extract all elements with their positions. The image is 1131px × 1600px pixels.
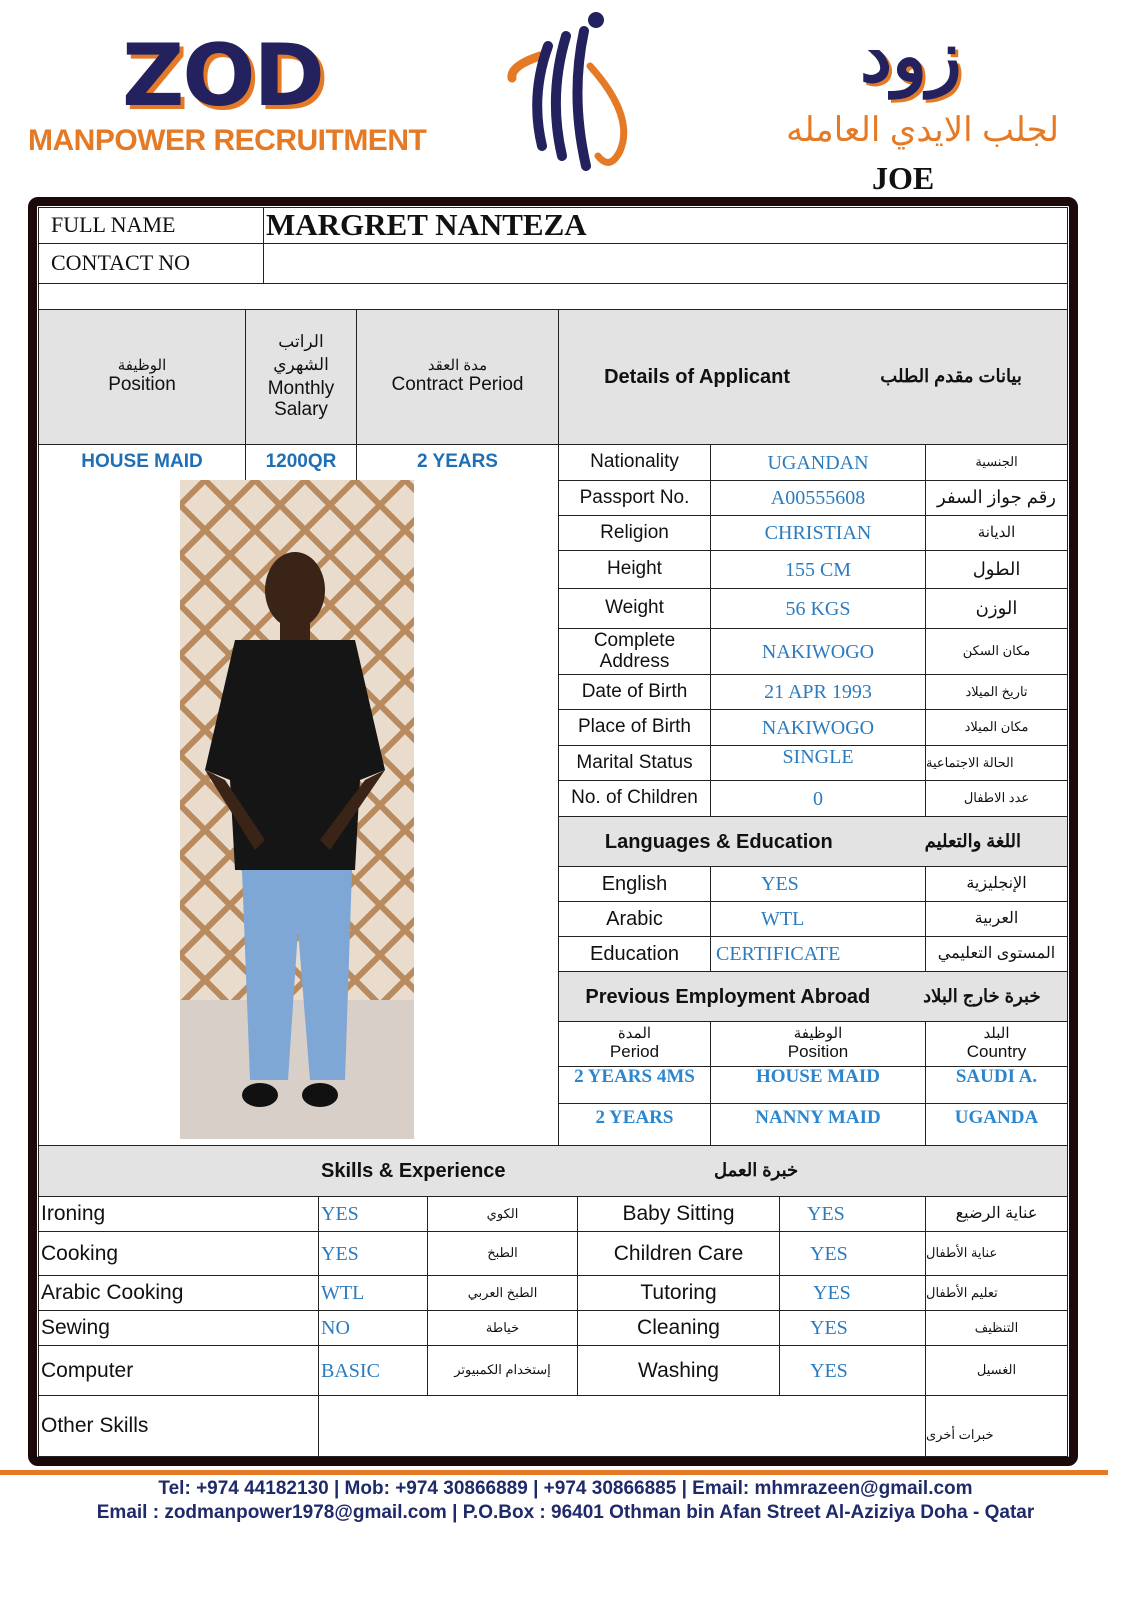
detail-row-weight (558, 588, 711, 629)
contract-label: Contract Period (391, 373, 524, 395)
spacer-row (38, 283, 1068, 310)
detail-row-children (558, 780, 711, 817)
employment-col-period (558, 1021, 711, 1067)
skill-value: NO (318, 1310, 428, 1346)
detail-ar: الحالة الاجتماعية (925, 745, 1068, 781)
brand-tagline: MANPOWER RECRUITMENT (28, 124, 427, 157)
education-ar: المستوى التعليمي (925, 936, 1068, 972)
languages-title: Languages & Education (604, 830, 833, 853)
agent-code: JOE (872, 160, 935, 196)
skill-value: YES (779, 1196, 926, 1232)
detail-ar: الديانة (925, 515, 1068, 551)
skills-title-ar: خبرة العمل (714, 1160, 799, 1181)
detail-ar: رقم جواز السفر (925, 480, 1068, 516)
salary-label-2: Salary (274, 398, 328, 420)
detail-value: UGANDAN (710, 444, 926, 481)
detail-label: Religion (600, 521, 669, 543)
skill-value: YES (779, 1231, 926, 1276)
detail-row-height (558, 550, 711, 589)
language-label: Arabic (606, 908, 663, 930)
details-title: Details of Applicant (604, 366, 791, 388)
detail-row-passport (558, 480, 711, 516)
skill-ar: إستخدام الكمبيوتر (427, 1345, 578, 1396)
languages-title-ar: اللغة والتعليم (924, 830, 1022, 851)
language-ar: الإنجليزية (925, 866, 1068, 902)
detail-label: Date of Birth (581, 680, 688, 702)
detail-value: SINGLE (710, 745, 926, 781)
brand-logo-text: ZOD (122, 26, 323, 126)
detail-label: Nationality (590, 451, 679, 473)
employment-position: HOUSE MAID (710, 1066, 926, 1104)
position-ar: الوظيفة (117, 357, 167, 375)
skill-value: YES (318, 1231, 428, 1276)
skill-arabic-cooking: Arabic Cooking (38, 1275, 319, 1311)
detail-ar: الجنسية (925, 444, 1068, 481)
detail-value: 56 KGS (710, 588, 926, 629)
salary-ar-1: الراتب (278, 332, 324, 352)
education-value: CERTIFICATE (710, 936, 926, 972)
detail-value: 0 (710, 780, 926, 817)
skill-ar: الطبخ العربي (427, 1275, 578, 1311)
other-skills-label: Other Skills (38, 1395, 319, 1457)
detail-ar: الطول (925, 550, 1068, 589)
contract-ar: مدة العقد (427, 357, 488, 375)
employment-title: Previous Employment Abroad (585, 985, 871, 1008)
detail-value: NAKIWOGO (710, 628, 926, 675)
education-label: Education (590, 943, 679, 965)
skill-ironing: Ironing (38, 1196, 319, 1232)
detail-label: Passport No. (579, 486, 690, 508)
employment-position: NANNY MAID (710, 1103, 926, 1146)
language-row-arabic (558, 901, 711, 937)
detail-value: CHRISTIAN (710, 515, 926, 551)
detail-label: Marital Status (576, 751, 693, 773)
other-skills-ar: خبرات أخرى (925, 1395, 1068, 1457)
detail-ar: مكان السكن (925, 628, 1068, 675)
col-ar: المدة (617, 1025, 652, 1043)
skills-title: Skills & Experience (321, 1160, 506, 1182)
col-en: Country (966, 1041, 1027, 1061)
detail-value: 155 CM (710, 550, 926, 589)
skill-ar: الكوي (427, 1196, 578, 1232)
detail-ar: مكان الميلاد (925, 709, 1068, 746)
company-logo-icon (500, 6, 640, 176)
skill-ar: الغسيل (925, 1345, 1068, 1396)
employment-country: UGANDA (925, 1103, 1068, 1146)
position-label: Position (108, 373, 176, 395)
skill-ar: عناية الرضيع (925, 1196, 1068, 1232)
detail-row-pob (558, 709, 711, 746)
employment-period: 2 YEARS 4MS (558, 1066, 711, 1104)
detail-label: Place of Birth (578, 716, 691, 738)
col-ar: البلد (983, 1025, 1010, 1043)
employment-period: 2 YEARS (558, 1103, 711, 1146)
arabic-brand: زود (860, 17, 962, 97)
detail-ar: تاريخ الميلاد (925, 674, 1068, 710)
detail-row-address (558, 628, 711, 675)
skill-baby-sitting: Baby Sitting (577, 1196, 780, 1232)
skill-value: YES (779, 1275, 926, 1311)
employment-title-ar: خبرة خارج البلاد (923, 985, 1041, 1006)
skill-ar: تعليم الأطفال (925, 1275, 1068, 1311)
skill-sewing: Sewing (38, 1310, 319, 1346)
skill-washing: Washing (577, 1345, 780, 1396)
detail-label: Weight (605, 597, 664, 619)
details-title-ar: بيانات مقدم الطلب (880, 366, 1022, 387)
contact-value (263, 243, 1068, 284)
detail-value: A00555608 (710, 480, 926, 516)
detail-value: 21 APR 1993 (710, 674, 926, 710)
employment-col-position (710, 1021, 926, 1067)
footer-divider (0, 1470, 1108, 1475)
detail-row-religion (558, 515, 711, 551)
col-en: Period (609, 1041, 660, 1061)
skill-tutoring: Tutoring (577, 1275, 780, 1311)
position-value: HOUSE MAID (38, 444, 246, 481)
detail-value: NAKIWOGO (710, 709, 926, 746)
contract-value: 2 YEARS (356, 444, 559, 481)
skill-computer: Computer (38, 1345, 319, 1396)
employment-country: SAUDI A. (925, 1066, 1068, 1104)
salary-label-1: Monthly (267, 377, 335, 399)
details-header (558, 309, 1068, 445)
skill-cooking: Cooking (38, 1231, 319, 1276)
skill-value: YES (318, 1196, 428, 1232)
employment-header (558, 971, 1068, 1022)
detail-label: Complete Address (593, 629, 676, 672)
col-en: Position (787, 1041, 849, 1061)
detail-row-marital (558, 745, 711, 781)
other-skills-value (318, 1395, 926, 1457)
salary-ar-2: الشهري (273, 355, 329, 375)
language-label: English (601, 873, 668, 895)
language-row-english (558, 866, 711, 902)
detail-ar: الوزن (925, 588, 1068, 629)
footer-line-1: Tel: +974 44182130 | Mob: +974 30866889 | +974 30866885 | Email: mhmrazeen@gmail.com (158, 1478, 973, 1499)
salary-header (245, 309, 357, 445)
language-value: WTL (710, 901, 926, 937)
language-ar: العربية (925, 901, 1068, 937)
applicant-photo (180, 480, 414, 1139)
col-ar: الوظيفة (793, 1025, 843, 1043)
contract-header (356, 309, 559, 445)
arabic-tagline: لجلب الايدي العامله (786, 111, 1059, 149)
salary-value: 1200QR (245, 444, 357, 481)
skill-children-care: Children Care (577, 1231, 780, 1276)
education-row (558, 936, 711, 972)
employment-col-country (925, 1021, 1068, 1067)
detail-row-nationality (558, 444, 711, 481)
skill-value: WTL (318, 1275, 428, 1311)
skill-value: YES (779, 1310, 926, 1346)
contact-label: CONTACT NO (38, 243, 264, 284)
detail-label: Height (607, 558, 662, 580)
detail-ar: عدد الاطفال (925, 780, 1068, 817)
languages-header (558, 816, 1068, 867)
full-name-label: FULL NAME (38, 207, 264, 244)
skill-cleaning: Cleaning (577, 1310, 780, 1346)
detail-label: No. of Children (571, 787, 698, 809)
skill-value: BASIC (318, 1345, 428, 1396)
skills-header (38, 1145, 1068, 1197)
full-name-value: MARGRET NANTEZA (263, 207, 1068, 244)
skill-ar: عناية الأطفال (925, 1231, 1068, 1276)
detail-row-dob (558, 674, 711, 710)
position-header (38, 309, 246, 445)
skill-ar: التنظيف (925, 1310, 1068, 1346)
footer-line-2: Email : zodmanpower1978@gmail.com | P.O.Box : 96401 Othman bin Afan Street Al-Aziziya Doha - Qatar (96, 1502, 1035, 1523)
language-value: YES (710, 866, 926, 902)
skill-ar: الطبخ (427, 1231, 578, 1276)
skill-value: YES (779, 1345, 926, 1396)
skill-ar: خياطة (427, 1310, 578, 1346)
